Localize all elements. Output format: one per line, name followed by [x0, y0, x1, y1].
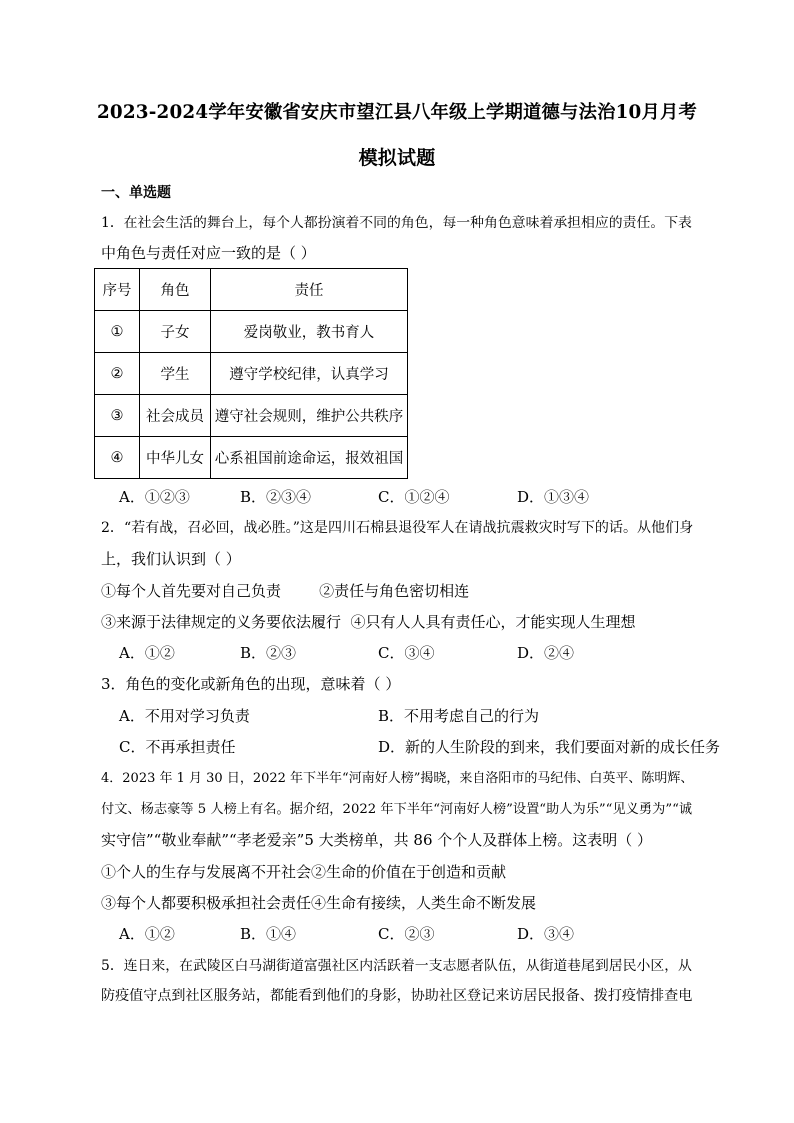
exam-title-line2: 模拟试题	[358, 147, 436, 169]
table-cell-role: 中华儿女	[140, 437, 211, 479]
q1-option-a[interactable]: A．①②③	[119, 488, 190, 506]
q4-stem-line2: 付文、杨志豪等 5 人榜上有名。据介绍，2022 年下半年“河南好人榜”设置“助人为乐”“见义勇为”“诚	[101, 802, 693, 817]
q4-stem-line3: 实守信”“敬业奉献”“孝老爱亲”5 大类榜单，共 86 个个人及群体上榜。这表明（ ）	[101, 831, 653, 849]
table-cell-duty: 遵守学校纪律，认真学习	[211, 353, 408, 395]
q4-stem-line1: 4．2023 年 1 月 30 日，2022 年下半年“河南好人榜”揭晓，来自洛阳市的马纪伟、白英平、陈明辉、	[101, 771, 694, 786]
q5-stem-line2: 防疫值守点到社区服务站，都能看到他们的身影，协助社区登记来访居民报备、拨打疫情排查电	[101, 988, 693, 1004]
table-cell-duty: 心系祖国前途命运，报效祖国	[211, 437, 408, 479]
table-row	[95, 437, 408, 479]
q2-statement-line1: ①每个人首先要对自己负责 ②责任与角色密切相连	[101, 582, 470, 600]
q2-stem-line1: 2．“若有战，召必回，战必胜。”这是四川石棉县退役军人在请战抗震救灾时写下的话。从他们身	[101, 520, 694, 536]
table-cell-role: 学生	[140, 353, 211, 395]
q2-statement-line2: ③来源于法律规定的义务要依法履行 ④只有人人具有责任心，才能实现人生理想	[101, 613, 636, 631]
table-header-cell: 责任	[211, 269, 408, 311]
q1-option-b[interactable]: B．②③④	[240, 488, 312, 506]
q2-stem-line2: 上，我们认识到（ ）	[101, 550, 241, 568]
exam-title-line1: 2023-2024学年安徽省安庆市望江县八年级上学期道德与法治10月月考	[96, 102, 698, 123]
q5-stem-line1: 5．连日来，在武陵区白马湖街道富强社区内活跃着一支志愿者队伍，从街道巷尾到居民小区，从	[101, 958, 692, 974]
table-cell-duty: 遵守社会规则，维护公共秩序	[211, 395, 408, 437]
q4-option-d[interactable]: D．③④	[517, 925, 575, 943]
table-cell-number: ①	[95, 311, 140, 353]
q3-option-b[interactable]: B．不用考虑自己的行为	[378, 707, 540, 725]
q2-option-b[interactable]: B．②③	[240, 644, 297, 662]
q3-option-a[interactable]: A．不用对学习负责	[119, 707, 250, 725]
q1-stem-line2: 中角色与责任对应一致的是（ ）	[101, 244, 316, 262]
q1-option-d[interactable]: D．①③④	[517, 488, 590, 506]
table-cell-role: 社会成员	[140, 395, 211, 437]
table-header-cell: 序号	[95, 269, 140, 311]
table-cell-number: ③	[95, 395, 140, 437]
q2-option-a[interactable]: A．①②	[119, 644, 175, 662]
q4-statement-line2: ③每个人都要积极承担社会责任④生命有接续，人类生命不断发展	[101, 894, 537, 912]
table-cell-role: 子女	[140, 311, 211, 353]
q4-option-b[interactable]: B．①④	[240, 925, 297, 943]
q4-option-a[interactable]: A．①②	[119, 925, 175, 943]
table-row	[95, 395, 408, 437]
table-header-row	[95, 269, 408, 311]
table-cell-number: ②	[95, 353, 140, 395]
section-heading: 一、单选题	[101, 185, 171, 201]
q1-role-table	[94, 268, 408, 479]
table-cell-number: ④	[95, 437, 140, 479]
table-header-cell: 角色	[140, 269, 211, 311]
q2-option-d[interactable]: D．②④	[517, 644, 575, 662]
table-row	[95, 353, 408, 395]
q1-option-c[interactable]: C．①②④	[378, 488, 450, 506]
q3-option-c[interactable]: C．不再承担责任	[119, 738, 236, 756]
q4-option-c[interactable]: C．②③	[378, 925, 435, 943]
q3-option-d[interactable]: D．新的人生阶段的到来，我们要面对新的成长任务	[378, 738, 721, 756]
table-row	[95, 311, 408, 353]
q4-statement-line1: ①个人的生存与发展离不开社会②生命的价值在于创造和贡献	[101, 863, 507, 881]
table-cell-duty: 爱岗敬业，教书育人	[211, 311, 408, 353]
q2-option-c[interactable]: C．③④	[378, 644, 435, 662]
q1-stem-line1: 1．在社会生活的舞台上，每个人都扮演着不同的角色，每一种角色意味着承担相应的责任。下表	[101, 215, 692, 231]
q3-stem: 3．角色的变化或新角色的出现，意味着（ ）	[101, 675, 401, 693]
